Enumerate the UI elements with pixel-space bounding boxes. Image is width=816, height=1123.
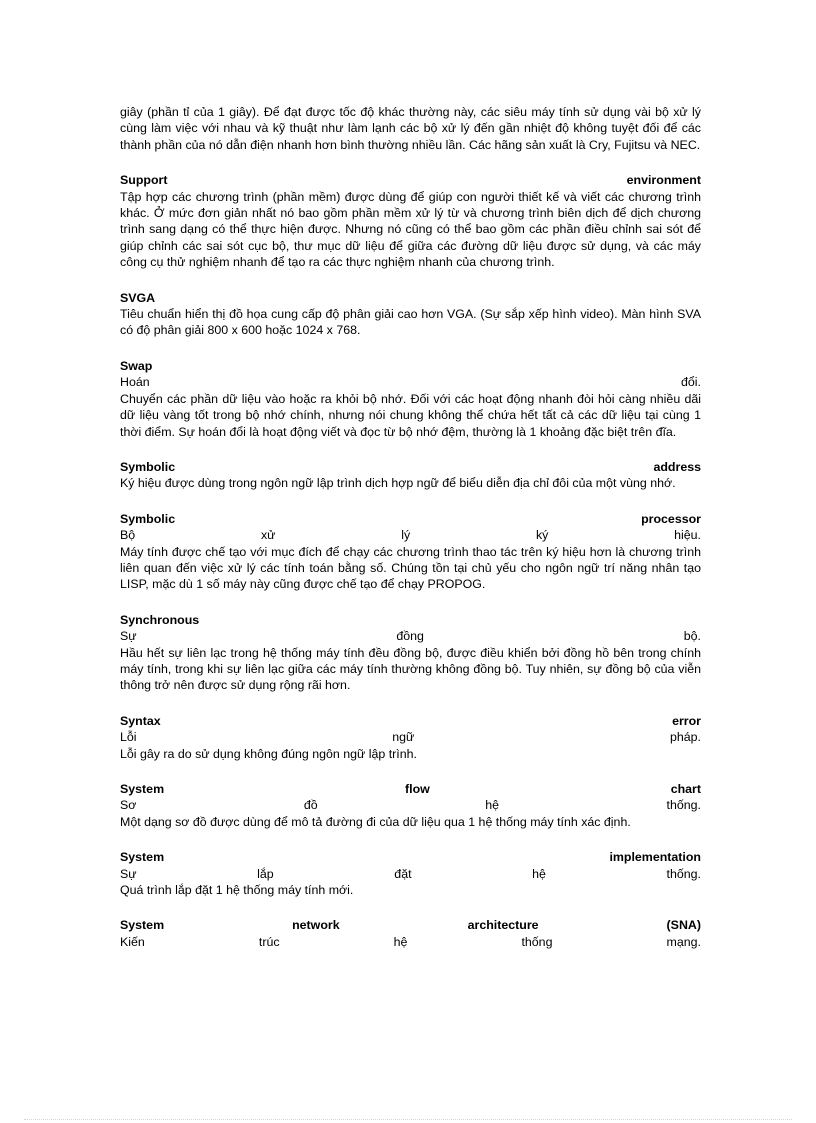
document-page [120,104,701,950]
translation-word: Sơ [120,798,137,813]
translation-word: Sự [120,866,137,881]
entry-term [120,290,701,306]
term-word: System [120,850,165,865]
entry-translation [120,866,701,882]
translation-word: lý [401,528,411,543]
translation-word: ngữ [392,730,415,745]
term-word: Syntax [120,713,161,728]
entry-term [120,612,701,628]
translation-word: thống. [666,866,701,881]
translation-word: hệ [485,798,500,813]
term-word: environment [626,173,701,188]
term-word: flow [405,782,430,796]
translation-word: đặt [394,866,412,881]
entry-description: Hầu hết sự liên lạc trong hệ thống máy tính đều đồng bộ, được điều khiển bởi đồng hồ bên trong chính máy tính, trong khi sự liên lạc giữa các máy tính thường không đồng bộ. Tuy nhiên, sự đồng bộ của viễn thông trở nên được sử dụng rộng rãi hơn. [120,645,701,693]
entry-translation [120,797,701,813]
translation-word: Lỗi [120,730,137,745]
term-word: SVGA [120,290,156,305]
entry-term [120,511,701,527]
translation-word: ký [535,528,549,543]
term-word: network [292,918,340,933]
glossary-entry [120,849,701,898]
entry-term [120,781,701,797]
glossary-entry [120,172,701,270]
term-word: Swap [120,358,153,373]
translation-word: Bộ [120,528,136,543]
translation-word: mạng. [666,934,701,949]
glossary-entry [120,511,701,593]
glossary-entry [120,612,701,694]
intro-paragraph: giây (phần tỉ của 1 giây). Để đạt được tốc độ khác thường này, các siêu máy tính sử dụng vài bộ xử lý cùng làm việc với nhau và kỹ thuật như làm lạnh các bộ xử lý đến gần nhiệt độ không tuyệt đối để các thành phần của nó dẫn điện nhanh hơn bình thường nhiều lần. Các hãng sản xuất là Cry, Fujitsu và NEC. [120,105,701,152]
entry-term [120,459,701,475]
translation-word: hệ [393,934,408,949]
entry-term [120,849,701,865]
term-word: Symbolic [120,511,176,526]
translation-word: trúc [258,934,280,949]
translation-word: đồng [396,629,424,644]
entry-description: Một dạng sơ đồ được dùng để mô tả đường đi của dữ liệu qua 1 hệ thống máy tính xác định. [120,814,631,829]
glossary-entry [120,917,701,950]
entry-term [120,172,701,188]
entry-translation [120,934,701,950]
translation-word: hiệu. [674,528,701,543]
term-word: System [120,782,165,796]
entry-term [120,917,701,933]
translation-word: bộ. [683,629,701,644]
term-word: processor [641,511,701,526]
glossary-entries [120,172,701,950]
entry-description: Chuyển các phần dữ liệu vào hoặc ra khỏi bộ nhớ. Đối với các hoạt động nhanh đòi hỏi càng nhiều dãi dữ liệu vàng tốt trong bộ nhớ chính, nhưng nói chung không thể chứa hết tất cả các dữ liệu tại cùng 1 thời điểm. Sự hoán đổi là hoạt động viết và đọc từ bộ nhớ đệm, thường là 1 khoảng đặc biệt trên đĩa. [120,391,701,439]
entry-translation [120,527,701,543]
term-word: address [653,459,701,474]
entry-description: Quá trình lắp đặt 1 hệ thống máy tính mới. [120,883,354,898]
glossary-entry [120,358,701,440]
term-word: Symbolic [120,459,176,474]
term-word: architecture [467,918,539,933]
entry-translation [120,729,701,745]
translation-word: lắp [257,866,274,881]
translation-word: thống [521,934,553,949]
translation-word: Hoán [120,375,150,390]
entry-description: Máy tính được chế tạo với mục đích để chạy các chương trình thao tác trên ký hiệu hơn là chương trình liên quan đến việc xử lý các tính toán bằng số. Chúng tồn tại chủ yếu cho ngôn ngữ trí năng nhân tạo LISP, mặc dù 1 số máy này cũng được chế tạo để chạy PROPOG. [120,544,701,592]
entry-term [120,713,701,729]
entry-translation [120,628,701,644]
term-word: Synchronous [120,612,200,627]
entry-term [120,358,701,374]
term-word: System [120,918,165,933]
term-word: (SNA) [666,918,701,933]
glossary-entry [120,290,701,339]
glossary-entry [120,781,701,830]
entry-translation [120,374,701,390]
glossary-entry [120,713,701,762]
entry-description: Ký hiệu được dùng trong ngôn ngữ lập trình dịch hợp ngữ để biểu diễn địa chỉ đôi của một vùng nhớ. [120,476,676,491]
translation-word: thống. [666,798,701,813]
translation-word: đổi. [681,375,701,390]
entry-description: Tiêu chuẩn hiển thị đồ họa cung cấp độ phân giải cao hơn VGA. (Sự sắp xếp hình video). Màn hình SVA có độ phân giải 800 x 600 hoặc 1024 x 768. [120,307,701,338]
term-word: implementation [609,850,701,865]
term-word: chart [670,782,701,796]
entry-description: Tập hợp các chương trình (phần mềm) được dùng để giúp con người thiết kế và viết các chương trình khác. Ở mức đơn giản nhất nó bao gồm phần mềm xử lý từ và chương trình biên dịch để dịch chương trình sang dạng có thể thực hiện được. Nhưng nó cũng có thể bao gồm các phần điều chỉnh sai sót để giúp chỉnh các sai sót cục bộ, thư mục dữ liệu để giữa các đường dữ liệu được sử dụng, và các máy công cụ thử nghiệm nhanh để tạo ra các thực nghiệm nhanh của chương trình. [120,189,701,270]
translation-word: đồ [303,798,318,813]
term-word: error [672,713,701,728]
translation-word: Sự [120,629,137,644]
translation-word: pháp. [669,730,701,745]
glossary-entry [120,459,701,492]
translation-word: Kiến [120,934,145,949]
term-word: Support [120,173,168,188]
translation-word: xử [260,528,276,543]
translation-word: hệ [532,866,546,881]
page-bottom-rule [24,1119,792,1120]
entry-description: Lỗi gây ra do sử dụng không đúng ngôn ngữ lập trình. [120,746,417,761]
